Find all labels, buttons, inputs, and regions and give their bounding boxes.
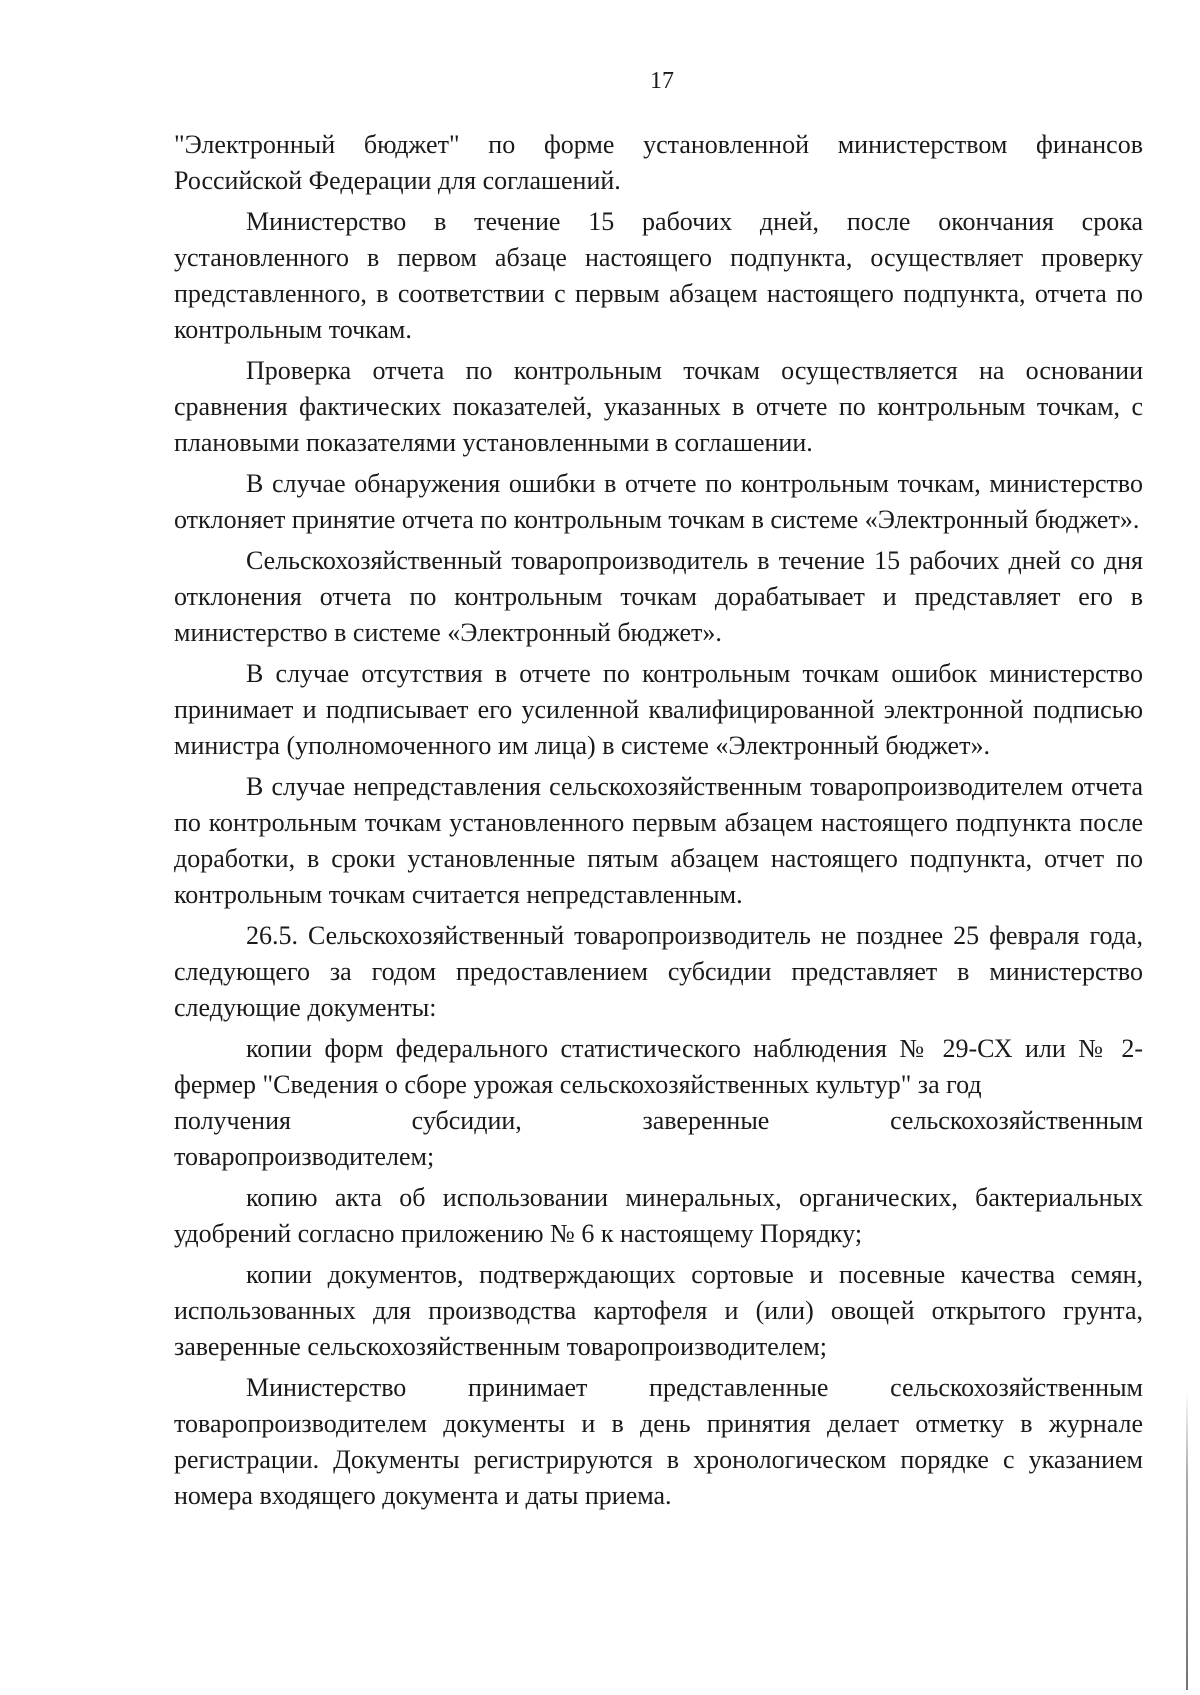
page-number: 17 (650, 68, 674, 94)
paragraph: В случае обнаружения ошибки в отчете по контрольным точкам, министерство отклоняет принятие отчета по контрольным точкам в системе «Электронный бюджет». (174, 469, 1143, 534)
scan-edge-shadow (1186, 1390, 1188, 1690)
paragraph-tail: товаропроизводителем; (174, 1142, 435, 1171)
paragraph: Министерство в течение 15 рабочих дней, после окончания срока установленного в первом абзаце настоящего подпункта, осуществляет проверку представленного, в соответствии с первым абзацем настоящего подпункта, отчета по контрольным точкам. (174, 207, 1143, 344)
paragraph: Проверка отчета по контрольным точкам осуществляется на основании сравнения фактических показателей, указанных в отчете по контрольным точкам, с плановыми показателями установленными в соглашении. (174, 356, 1143, 457)
paragraph: копии форм федерального статистического наблюдения № 29-СХ или № 2-фермер "Сведения о сборе урожая сельскохозяйственных культур" за год (174, 1034, 1143, 1099)
spread-word: получения (174, 1106, 291, 1135)
paragraph: копию акта об использовании минеральных, органических, бактериальных удобрений согласно приложению № 6 к настоящему Порядку; (174, 1183, 1143, 1248)
paragraph: В случае отсутствия в отчете по контрольным точкам ошибок министерство принимает и подписывает его усиленной квалифицированной электронной подписью министра (уполномоченного им лица) в системе «Электронный бюджет». (174, 659, 1143, 760)
paragraph: Сельскохозяйственный товаропроизводитель в течение 15 рабочих дней со дня отклонения отчета по контрольным точкам дорабатывает и представляет его в министерство в системе «Электронный бюджет». (174, 546, 1143, 647)
document-body (174, 127, 1143, 1514)
spread-word: заверенные (642, 1106, 770, 1135)
spread-word: субсидии, (411, 1106, 522, 1135)
paragraph: В случае непредставления сельскохозяйственным товаропроизводителем отчета по контрольным точкам установленного первым абзацем настоящего подпункта после доработки, в сроки установленные пятым абзацем настоящего подпункта, отчет по контрольным точкам считается непредставленным. (174, 772, 1143, 909)
paragraph: копии документов, подтверждающих сортовые и посевные качества семян, использованных для производства картофеля и (или) овощей открытого грунта, заверенные сельскохозяйственным товаропроизводителем; (174, 1260, 1143, 1361)
spread-line (174, 1103, 1143, 1139)
paragraph: "Электронный бюджет" по форме установленной министерством финансов Российской Федерации для соглашений. (174, 130, 1143, 195)
paragraph: 26.5. Сельскохозяйственный товаропроизводитель не позднее 25 февраля года, следующего за годом предоставлением субсидии представляет в министерство следующие документы: (174, 921, 1143, 1022)
spread-word: сельскохозяйственным (890, 1106, 1143, 1135)
paragraph: Министерство принимает представленные сельскохозяйственным товаропроизводителем документы и в день принятия делает отметку в журнале регистрации. Документы регистрируются в хронологическом порядке с указанием номера входящего документа и даты приема. (174, 1373, 1143, 1510)
